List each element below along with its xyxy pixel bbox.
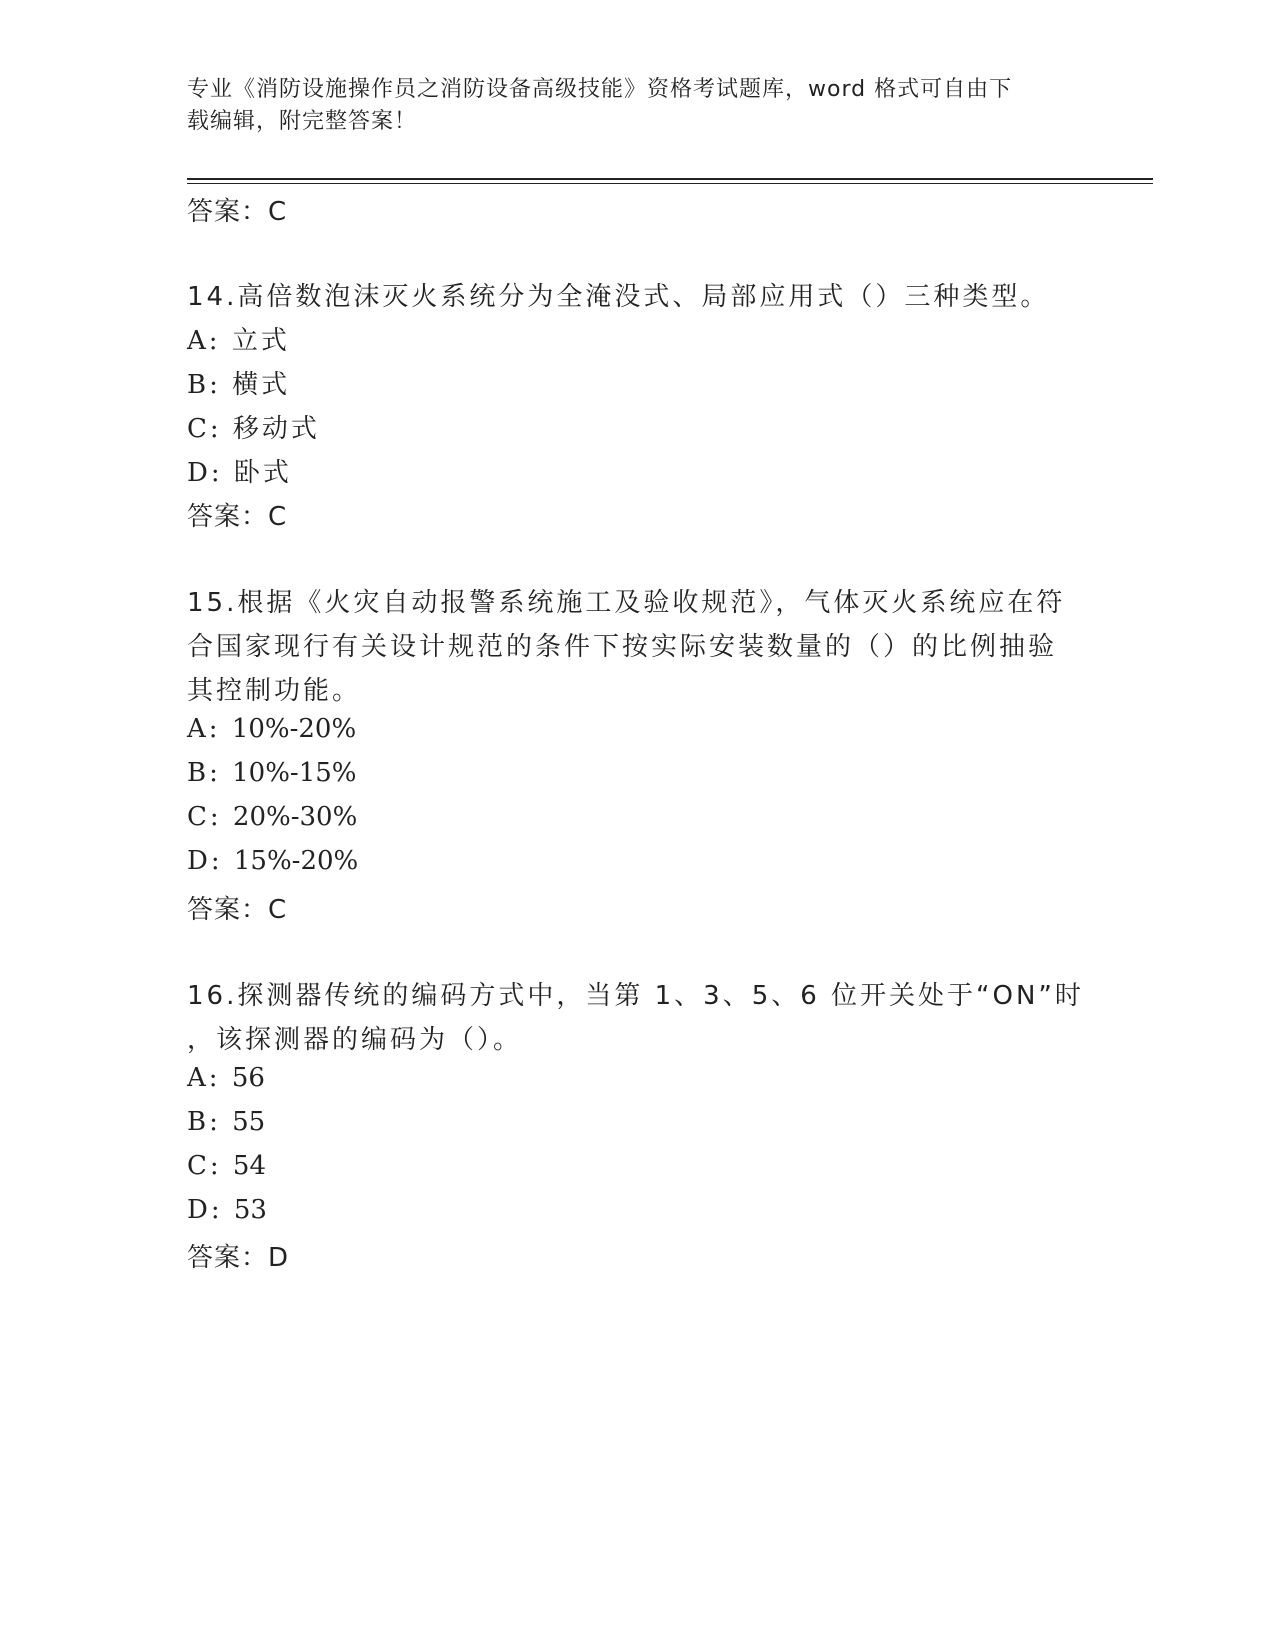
question-15-answer: 答案：C [187, 895, 288, 925]
option-letter: C: [187, 1151, 222, 1181]
question-16-answer: 答案：D [187, 1243, 290, 1273]
option-text: 10%-20% [231, 714, 357, 744]
option-letter: C: [187, 802, 222, 832]
question-16-text-line-2: ，该探测器的编码为（）。 [187, 1025, 523, 1055]
question-15-option-b [187, 758, 357, 788]
option-text: 横式 [232, 370, 291, 400]
option-letter: D: [187, 1195, 223, 1225]
header-line-1: 专业《消防设施操作员之消防设备高级技能》资格考试题库，word 格式可自由下 [187, 77, 1013, 102]
option-letter: A: [187, 714, 221, 744]
option-letter: B: [187, 370, 221, 400]
option-text: 54 [232, 1151, 267, 1181]
option-letter: A: [187, 1063, 221, 1093]
option-letter: A: [187, 326, 221, 356]
option-text: 20%-30% [232, 802, 358, 832]
previous-answer: 答案：C [187, 197, 288, 227]
question-15-option-c [187, 802, 357, 832]
question-16-option-c [187, 1151, 266, 1181]
option-text: 立式 [231, 326, 290, 356]
question-14-option-b [187, 364, 290, 401]
question-14-option-a [187, 320, 290, 357]
option-letter: D: [187, 846, 223, 876]
option-letter: D: [187, 458, 223, 488]
question-16-option-a [187, 1063, 265, 1093]
option-text: 15%-20% [233, 846, 359, 876]
option-letter: B: [187, 758, 221, 788]
header-divider-thick [187, 178, 1153, 180]
question-15-text-line-1: 15.根据《火灾自动报警系统施工及验收规范》，气体灭火系统应在符 [187, 588, 1066, 618]
option-text: 卧式 [233, 458, 292, 488]
question-15-option-a [187, 714, 356, 744]
question-15-text-line-3: 其控制功能。 [187, 676, 362, 706]
question-14-option-d [187, 452, 292, 489]
question-16-option-b [187, 1107, 265, 1137]
option-letter: B: [187, 1107, 221, 1137]
document-header [187, 74, 1067, 138]
question-14-text: 14.高倍数泡沫灭火系统分为全淹没式、局部应用式（）三种类型。 [187, 282, 1050, 312]
question-15-text-line-2: 合国家现行有关设计规范的条件下按实际安装数量的（）的比例抽验 [187, 632, 1058, 662]
option-text: 10%-15% [232, 758, 357, 788]
option-letter: C: [187, 414, 222, 444]
header-line-2: 载编辑，附完整答案！ [187, 109, 418, 134]
option-text: 56 [231, 1063, 265, 1093]
question-14-answer: 答案：C [187, 502, 288, 532]
question-15-option-d [187, 846, 358, 876]
question-16-option-d [187, 1195, 267, 1225]
question-16-text-line-1: 16.探测器传统的编码方式中，当第 1、3、5、6 位开关处于“ON”时 [187, 981, 1084, 1011]
question-14-option-c [187, 408, 320, 445]
option-text: 移动式 [232, 414, 320, 444]
option-text: 55 [232, 1107, 266, 1137]
header-divider-thin [187, 183, 1153, 184]
option-text: 53 [233, 1195, 267, 1225]
